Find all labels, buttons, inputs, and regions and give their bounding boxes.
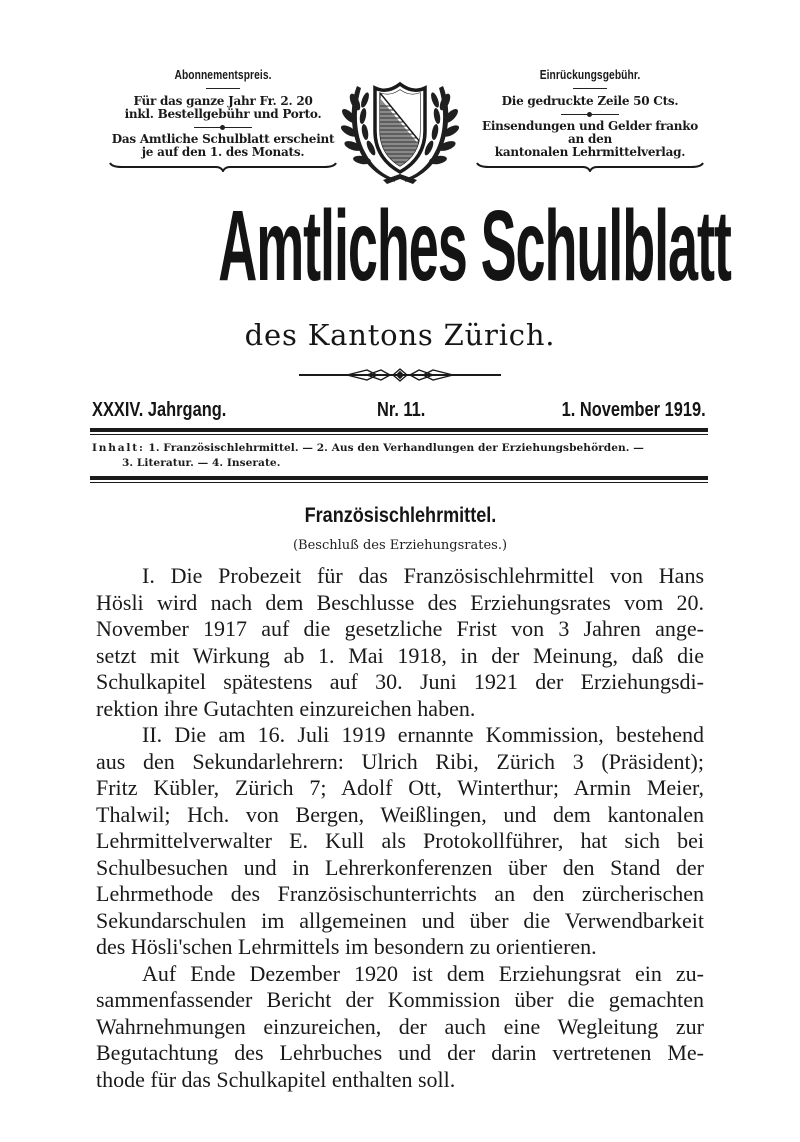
text-line: setzt mit Wirkung ab 1. Mai 1918, in der Meinung, daß die — [96, 642, 704, 668]
publication-line: je auf den 1. des Monats. — [141, 145, 305, 159]
article-title: Französischlehrmittel. — [304, 504, 496, 527]
text-line: Sekundarschulen im allgemeinen und über die Verwendbarkeit — [96, 907, 704, 933]
publication-line: Das Amtliche Schulblatt erscheint — [111, 132, 335, 146]
brace-ornament — [108, 162, 338, 172]
short-rule — [573, 88, 607, 89]
text-line: Fritz Kübler, Zürich 7; Adolf Ott, Winterthur; Armin Meier, — [96, 775, 704, 800]
text-line: des Hösli'schen Lehrmittels im besondern zu orientieren. — [96, 934, 597, 959]
subscription-line: Für das ganze Jahr Fr. 2. 20 — [133, 94, 313, 108]
divider-ornament — [297, 367, 503, 383]
article-subtitle: (Beschluß des Erziehungsrates.) — [292, 538, 508, 553]
paragraph-3 — [96, 961, 704, 1094]
article-body — [96, 563, 704, 1093]
zurich-crest-icon — [335, 76, 465, 191]
double-rule — [90, 428, 708, 435]
text-line: I. Die Probezeit für das Französischlehrmittel von Hans — [142, 563, 704, 588]
volume-label: XXXIV. Jahrgang. — [92, 399, 227, 421]
table-of-contents — [92, 441, 708, 471]
fee-line: Die gedruckte Zeile 50 Cts. — [501, 94, 679, 108]
masthead — [0, 190, 800, 302]
dot-rule-ornament — [194, 123, 252, 131]
text-line: Begutachtung des Lehrbuches und der darin vertretenen Me- — [96, 1040, 704, 1065]
text-line: sammenfassender Bericht der Kommission über die gemachten — [96, 987, 704, 1012]
text-line: Auf Ende Dezember 1920 ist dem Erziehungsrat ein zu- — [142, 960, 704, 986]
paragraph-2 — [96, 722, 704, 961]
contents-line: 3. Literatur. — 4. Inserate. — [122, 457, 281, 469]
publication-subtitle: des Kantons Zürich. — [244, 318, 556, 352]
text-line: Lehrmethode des Französischunterrichts an den zürcherischen — [96, 881, 704, 906]
short-rule — [206, 88, 240, 89]
text-line: Schulkapitel spätestens auf 30. Juni 1921 der Erziehungsdi- — [96, 669, 704, 694]
submission-line: Einsendungen und Gelder franko — [481, 119, 699, 133]
subscription-price-title: Abonnementspreis. — [174, 68, 272, 82]
text-line: rektion ihre Gutachten einzureichen haben. — [96, 695, 476, 721]
subscription-line: inkl. Bestellgebühr und Porto. — [124, 107, 322, 121]
issue-info-bar — [92, 398, 706, 422]
double-rule — [90, 476, 708, 483]
issue-date: 1. November 1919. — [561, 399, 706, 421]
text-line: Wahrnehmungen einzureichen, der auch eine Wegleitung zur — [96, 1013, 704, 1039]
insertion-fee-box — [465, 67, 715, 172]
publication-title: Amtliches Schulblatt — [218, 190, 731, 302]
contents-line: Inhalt: 1. Französischlehrmittel. — 2. Aus den Verhandlungen der Erziehungsbehörden. — — [92, 442, 644, 454]
text-line: Lehrmittelverwalter E. Kull als Protokollführer, hat sich bei — [96, 828, 704, 853]
dot-rule-ornament — [561, 110, 619, 118]
paragraph-1 — [96, 563, 704, 722]
contents-label: Inhalt: — [92, 442, 145, 454]
text-line: aus den Sekundarlehrern: Ulrich Ribi, Zürich 3 (Präsident); — [96, 748, 704, 774]
issue-number: Nr. 11. — [377, 399, 426, 421]
text-line: Schulbesuchen und in Lehrerkonferenzen über den Stand der — [96, 854, 704, 880]
text-line: November 1917 auf die gesetzliche Frist von 3 Jahren ange- — [96, 616, 704, 641]
brace-ornament — [475, 162, 705, 172]
text-line: Thalwil; Hch. von Bergen, Weißlingen, und dem kantonalen — [96, 801, 704, 827]
subscription-price-box — [98, 67, 348, 172]
submission-line: an den — [568, 132, 612, 146]
text-line: II. Die am 16. Juli 1919 ernannte Kommission, bestehend — [142, 722, 704, 747]
submission-line: kantonalen Lehrmittelverlag. — [494, 145, 686, 159]
text-line: Hösli wird nach dem Beschlusse des Erziehungsrates vom 20. — [96, 589, 704, 615]
insertion-fee-title: Einrückungsgebühr. — [539, 68, 641, 82]
text-line: thode für das Schulkapitel enthalten soll. — [96, 1066, 456, 1092]
